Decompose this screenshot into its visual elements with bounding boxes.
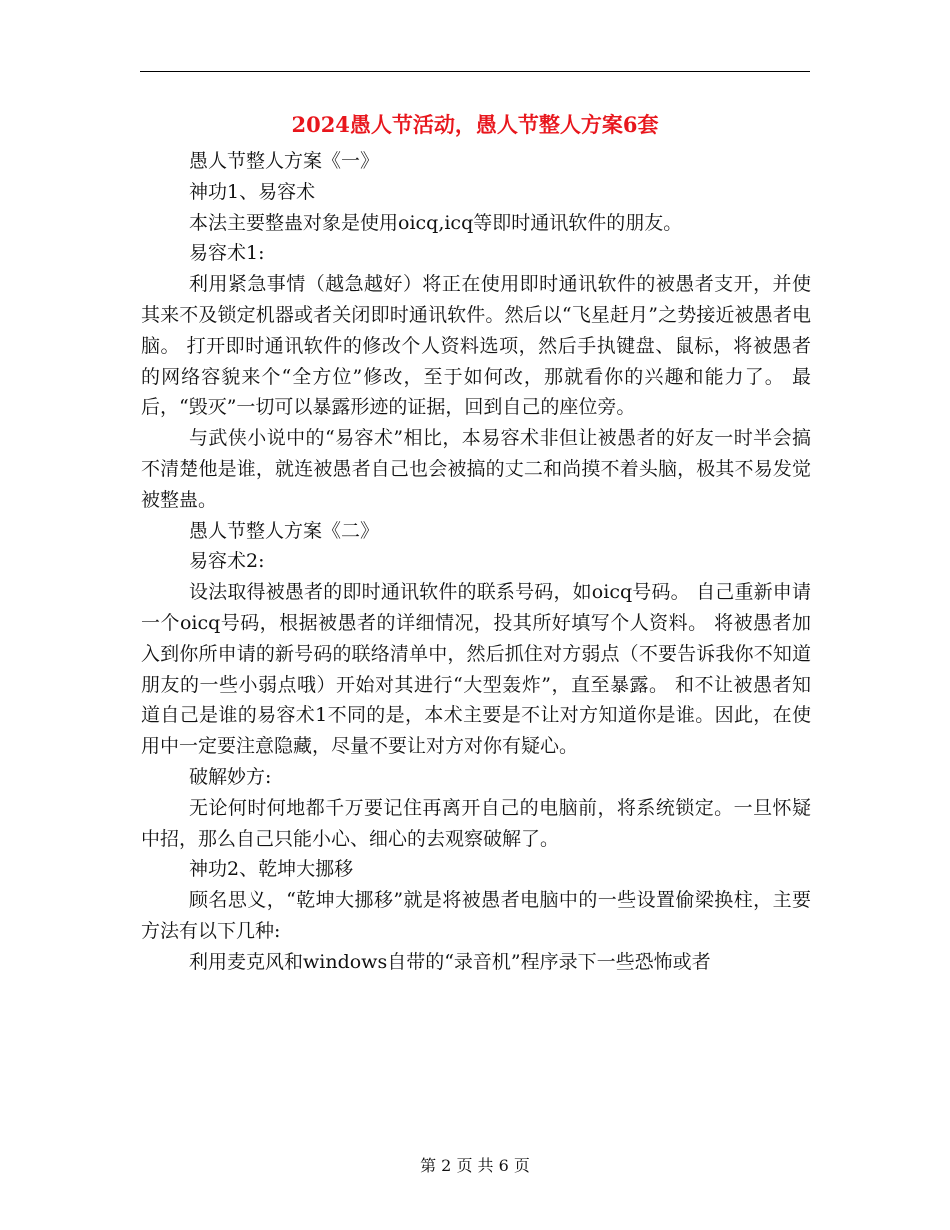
paragraph: 神功2、乾坤大挪移 xyxy=(189,858,354,881)
paragraph: 无论何时何地都千万要记住再离开自己的电脑前，将系统锁定。一旦怀疑中招，那么自己只能小心、细心的去观察破解了。 xyxy=(141,796,811,850)
document-body xyxy=(141,146,811,978)
paragraph: 神功1、易容术 xyxy=(189,180,316,203)
document-title: 2024愚人节活动，愚人节整人方案6套 xyxy=(291,112,659,137)
paragraph: 易容术2: xyxy=(189,550,265,573)
page-number: 第 2 页 共 6 页 xyxy=(420,1156,530,1175)
paragraph: 与武侠小说中的“易容术”相比，本易容术非但让被愚者的好友一时半会搞不清楚他是谁，就连被愚者自己也会被搞的丈二和尚摸不着头脑，极其不易发觉被整蛊。 xyxy=(141,427,811,511)
paragraph: 设法取得被愚者的即时通讯软件的联系号码，如oicq号码。 自己重新申请一个oicq号码，根据被愚者的详细情况，投其所好填写个人资料。 将被愚者加入到你所申请的新号码的联络清单中，然后抓住对方弱点（不要告诉我你不知道朋友的一些小弱点哦）开始对其进行“大型轰炸”，直至暴露。 和不让被愚者知道自己是谁的易容术1不同的是，本术主要是不让对方知道你是谁。因此，在使用中一定要注意隐藏，尽量不要让对方对你有疑心。 xyxy=(141,581,811,758)
paragraph: 愚人节整人方案《一》 xyxy=(189,150,380,172)
paragraph: 破解妙方: xyxy=(189,765,272,788)
header-rule xyxy=(140,71,810,72)
paragraph: 利用麦克风和windows自带的“录音机”程序录下一些恐怖或者 xyxy=(189,950,711,973)
paragraph: 利用紧急事情（越急越好）将正在使用即时通讯软件的被愚者支开，并使其来不及锁定机器或者关闭即时通讯软件。然后以“飞星赶月”之势接近被愚者电脑。 打开即时通讯软件的修改个人资料选项，然后手执键盘、鼠标，将被愚者的网络容貌来个“全方位”修改，至于如何改，那就看你的兴趣和能力了。 最后，“毁灭”一切可以暴露形迹的证据，回到自己的座位旁。 xyxy=(141,273,811,419)
paragraph: 易容术1: xyxy=(189,242,265,265)
paragraph: 顾名思义，“乾坤大挪移”就是将被愚者电脑中的一些设置偷梁换柱，主要方法有以下几种: xyxy=(141,889,811,942)
paragraph: 本法主要整蛊对象是使用oicq,icq等即时通讯软件的朋友。 xyxy=(189,211,683,234)
paragraph: 愚人节整人方案《二》 xyxy=(189,519,380,542)
